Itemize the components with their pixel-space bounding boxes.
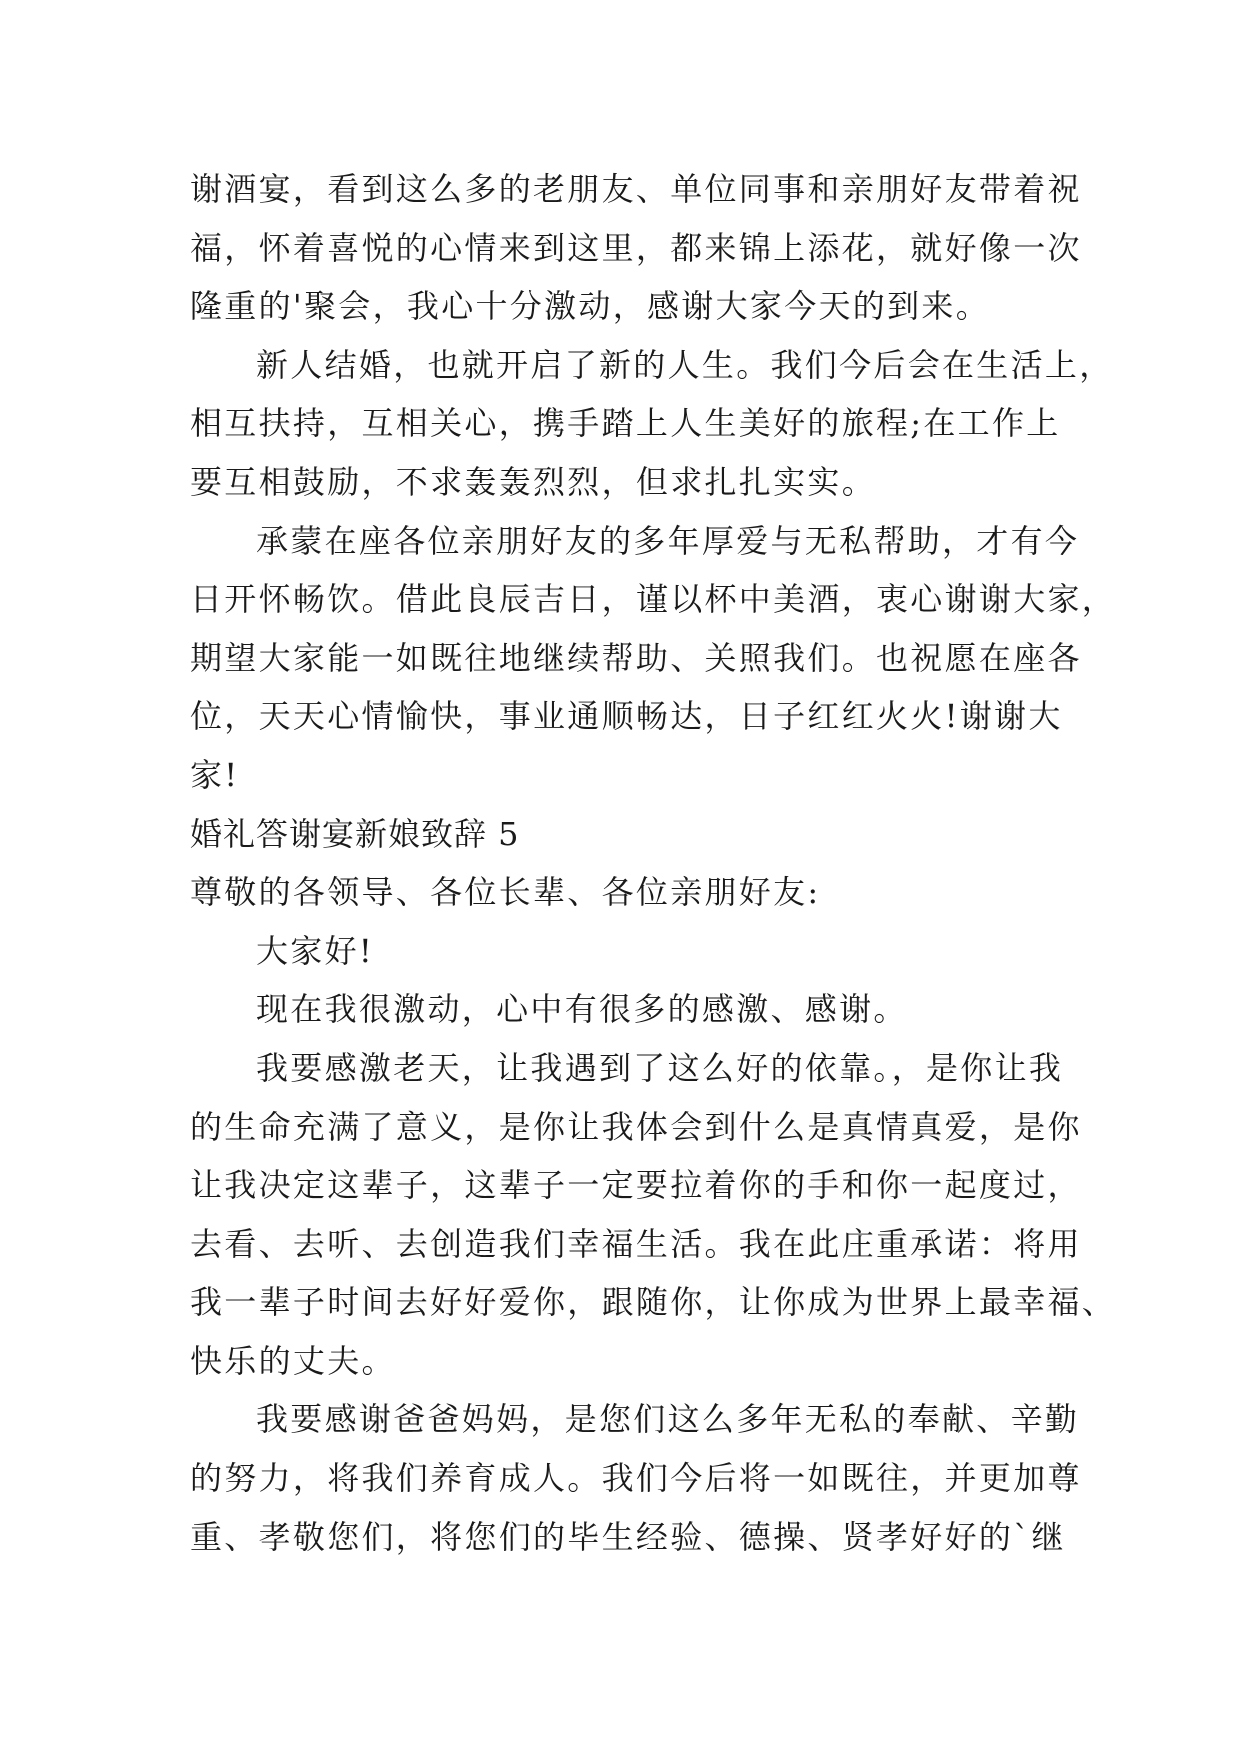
text-line: 要互相鼓励，不求轰轰烈烈，但求扎扎实实。: [190, 462, 877, 501]
greeting-line: 大家好!: [256, 931, 375, 970]
text-line: 的生命充满了意义，是你让我体会到什么是真情真爱，是你: [190, 1107, 1082, 1146]
paragraph-first-line: 承蒙在座各位亲朋好友的多年厚爱与无私帮助，才有今: [256, 521, 1080, 560]
section-heading: 婚礼答谢宴新娘致辞 5: [190, 814, 520, 853]
text-line: 隆重的'聚会，我心十分激动，感谢大家今天的到来。: [190, 287, 990, 326]
paragraph-first-line: 我要感谢爸爸妈妈，是您们这么多年无私的奉献、辛勤: [256, 1400, 1080, 1439]
text-line: 相互扶持，互相关心，携手踏上人生美好的旅程;在工作上: [190, 404, 1061, 443]
text-line: 快乐的丈夫。: [190, 1341, 396, 1380]
text-line: 位，天天心情愉快，事业通顺畅达，日子红红火火!谢谢大: [190, 697, 1063, 736]
salutation-line: 尊敬的各领导、各位长辈、各位亲朋好友:: [190, 873, 821, 912]
text-line: 的努力，将我们养育成人。我们今后将一如既往，并更加尊: [190, 1459, 1082, 1498]
text-line: 谢酒宴，看到这么多的老朋友、单位同事和亲朋好友带着祝: [190, 170, 1082, 208]
text-line: 期望大家能一如既往地继续帮助、关照我们。也祝愿在座各: [190, 638, 1082, 677]
text-line: 让我决定这辈子，这辈子一定要拉着你的手和你一起度过，: [190, 1166, 1082, 1205]
paragraph-first-line: 新人结婚，也就开启了新的人生。我们今后会在生活上，: [256, 345, 1114, 384]
document-page: [190, 160, 1117, 1566]
text-line: 去看、去听、去创造我们幸福生活。我在此庄重承诺：将用: [190, 1224, 1082, 1263]
text-line: 我一辈子时间去好好爱你，跟随你，让你成为世界上最幸福、: [190, 1283, 1117, 1322]
text-line: 福，怀着喜悦的心情来到这里，都来锦上添花，就好像一次: [190, 228, 1082, 267]
text-line: 重、孝敬您们，将您们的毕生经验、德操、贤孝好好的`继: [190, 1517, 1066, 1556]
paragraph-first-line: 现在我很激动，心中有很多的感激、感谢。: [256, 990, 908, 1029]
paragraph-first-line: 我要感激老天，让我遇到了这么好的依靠。，是你让我: [256, 1048, 1064, 1087]
text-line: 家!: [190, 755, 240, 794]
text-line: 日开怀畅饮。借此良辰吉日，谨以杯中美酒，衷心谢谢大家，: [190, 580, 1117, 619]
